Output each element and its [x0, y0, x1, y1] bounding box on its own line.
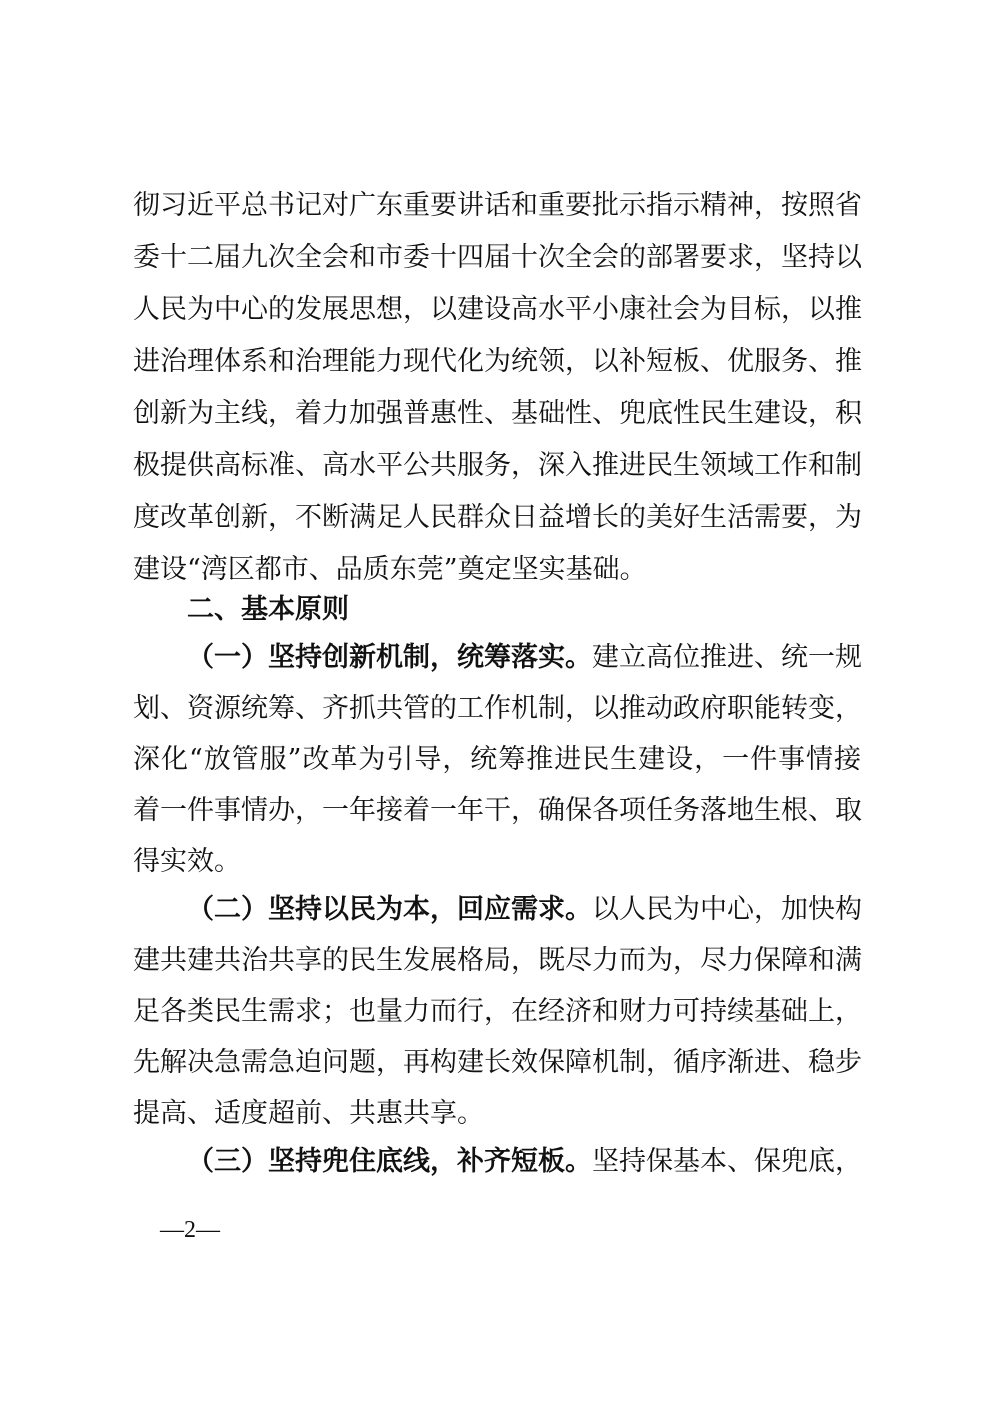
- principle-1-first-line: [187, 638, 861, 678]
- principle-2-line-2: 建共建共治共享的民生发展格局，既尽力而为，尽力保障和满: [133, 945, 862, 976]
- principle-2-line-5: 提高、适度超前、共惠共享。: [133, 1098, 484, 1129]
- principle-1-line-4: 着一件事情办，一年接着一年干，确保各项任务落地生根、取: [133, 795, 862, 826]
- principle-2-title: （二）坚持以民为本，回应需求。: [187, 894, 592, 925]
- principle-1-first-line-text: 建立高位推进、统一规: [592, 642, 862, 673]
- section-heading: 二、基本原则: [187, 594, 349, 625]
- page-number: —2—: [160, 1217, 220, 1243]
- principle-2-line-4: 先解决急需急迫问题，再构建长效保障机制，循序渐进、稳步: [133, 1047, 862, 1078]
- principle-1-line-2: 划、资源统筹、齐抓共管的工作机制，以推动政府职能转变，: [133, 693, 862, 724]
- principle-2-first-line-text: 以人民为中心，加快构: [592, 894, 862, 925]
- principle-1-title: （一）坚持创新机制，统筹落实。: [187, 642, 592, 673]
- intro-line-2: 委十二届九次全会和市委十四届十次全会的部署要求，坚持以: [133, 242, 862, 273]
- intro-line-4: 进治理体系和治理能力现代化为统领，以补短板、优服务、推: [133, 346, 862, 377]
- principle-2-line-3: 足各类民生需求；也量力而行，在经济和财力可持续基础上，: [133, 996, 862, 1027]
- intro-line-3: 人民为中心的发展思想，以建设高水平小康社会为目标，以推: [133, 294, 862, 325]
- intro-line-8: 建设“湾区都市、品质东莞”奠定坚实基础。: [133, 554, 647, 585]
- principle-1-line-3: 深化“放管服”改革为引导，统筹推进民生建设，一件事情接: [133, 744, 861, 775]
- principle-3-first-line: [187, 1142, 861, 1182]
- principle-2-first-line: [187, 890, 861, 930]
- intro-line-5: 创新为主线，着力加强普惠性、基础性、兜底性民生建设，积: [133, 398, 862, 429]
- intro-line-7: 度改革创新，不断满足人民群众日益增长的美好生活需要，为: [133, 502, 862, 533]
- intro-line-6: 极提供高标准、高水平公共服务，深入推进民生领域工作和制: [133, 450, 862, 481]
- principle-3-title: （三）坚持兜住底线，补齐短板。: [187, 1146, 592, 1177]
- intro-line-1: 彻习近平总书记对广东重要讲话和重要批示指示精神，按照省: [133, 190, 862, 221]
- principle-1-line-5: 得实效。: [133, 846, 241, 877]
- principle-3-first-line-text: 坚持保基本、保兜底，: [592, 1146, 862, 1177]
